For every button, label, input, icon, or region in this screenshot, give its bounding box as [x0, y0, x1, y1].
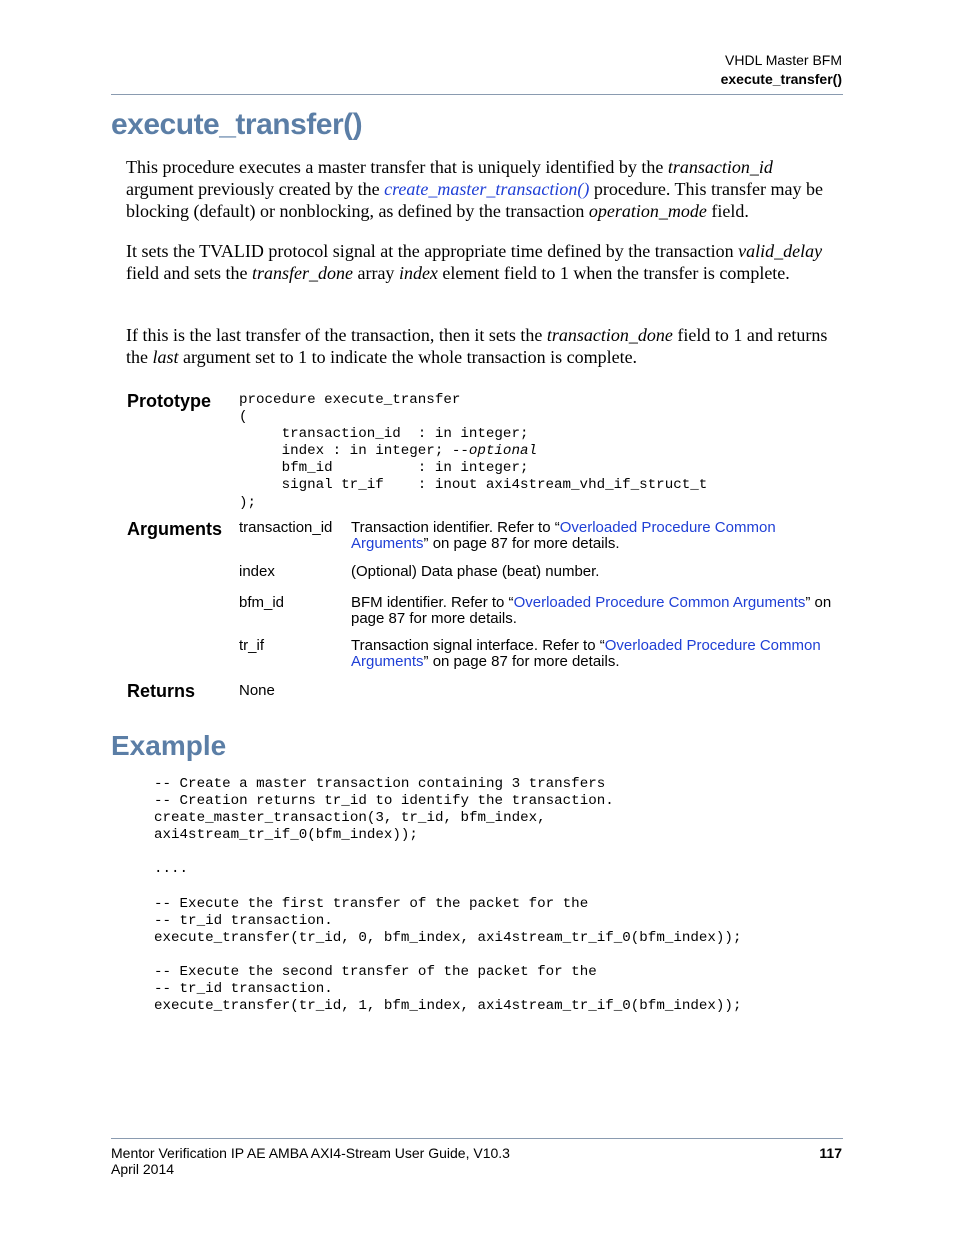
description-paragraph-2: It sets the TVALID protocol signal at the appropriate time defined by the transaction valid_delay field and sets the transfer_done array index element field to 1 when the transfer is complete. — [126, 241, 823, 283]
argument-name-tr-if: tr_if — [239, 637, 265, 654]
argument-desc-index: (Optional) Data phase (beat) number. — [351, 563, 600, 580]
header-subsection-title: execute_transfer() — [720, 71, 842, 87]
overloaded-procedure-link[interactable]: Overloaded Procedure Common Arguments — [351, 637, 821, 670]
overloaded-procedure-link[interactable]: Overloaded Procedure Common Arguments — [351, 519, 776, 552]
prototype-label: Prototype — [127, 391, 212, 411]
description-paragraph-1: This procedure executes a master transfer that is uniquely identified by the transaction_id argument previously created by the create_master_transaction() procedure. This transfer may be blocking (default) or nonblocking, as defined by the transaction operation_mode field. — [126, 157, 823, 221]
argument-name-transaction-id: transaction_id — [239, 519, 333, 536]
arguments-label: Arguments — [127, 519, 223, 539]
prototype-code: procedure execute_transfer ( transaction_id : in integer; index : in integer; --optional bfm_id : in integer; signal tr_if : inout axi4stream_vhd_if_struct_t ); — [239, 392, 708, 511]
footer-document-title: Mentor Verification IP AE AMBA AXI4-Stream User Guide, V10.3 — [111, 1145, 510, 1161]
argument-name-bfm-id: bfm_id — [239, 594, 285, 611]
argument-desc-bfm-id: BFM identifier. Refer to “Overloaded Procedure Common Arguments” on page 87 for more details. — [351, 594, 832, 627]
argument-desc-tr-if: Transaction signal interface. Refer to “Overloaded Procedure Common Arguments” on page 87 for more details. — [351, 637, 821, 670]
description-paragraph-3: If this is the last transfer of the transaction, then it sets the transaction_done field to 1 and returns the last argument set to 1 to indicate the whole transaction is complete. — [126, 325, 828, 367]
example-heading: Example — [111, 730, 227, 761]
header-divider — [111, 94, 843, 95]
argument-name-index: index — [239, 563, 275, 580]
returns-value: None — [239, 682, 275, 699]
footer-divider — [111, 1138, 843, 1139]
footer-date: April 2014 — [111, 1161, 175, 1177]
page-number: 117 — [819, 1145, 842, 1161]
example-code: -- Create a master transaction containing 3 transfers -- Creation returns tr_id to identify the transaction. create_master_transaction(3, tr_id, bfm_index, axi4stream_tr_if_0(bfm_index)); .... -- Execute the first transfer of the packet for the -- tr_id transaction. execute_transfer(tr_id, 0, bfm_index, axi4stream_tr_if_0(bfm_index)); -- Execute the second transfer of the packet for the -- tr_id transaction. execute_transfer(tr_id, 1, bfm_index, axi4stream_tr_if_0(bfm_index)); — [154, 776, 742, 1015]
page-title: execute_transfer() — [111, 108, 363, 141]
argument-desc-transaction-id: Transaction identifier. Refer to “Overloaded Procedure Common Arguments” on page 87 for more details. — [351, 519, 776, 552]
overloaded-procedure-link[interactable]: Overloaded Procedure Common Arguments — [513, 594, 806, 611]
header-section-title: VHDL Master BFM — [725, 52, 842, 68]
returns-label: Returns — [127, 681, 196, 701]
create-master-transaction-link[interactable]: create_master_transaction() — [384, 179, 590, 199]
